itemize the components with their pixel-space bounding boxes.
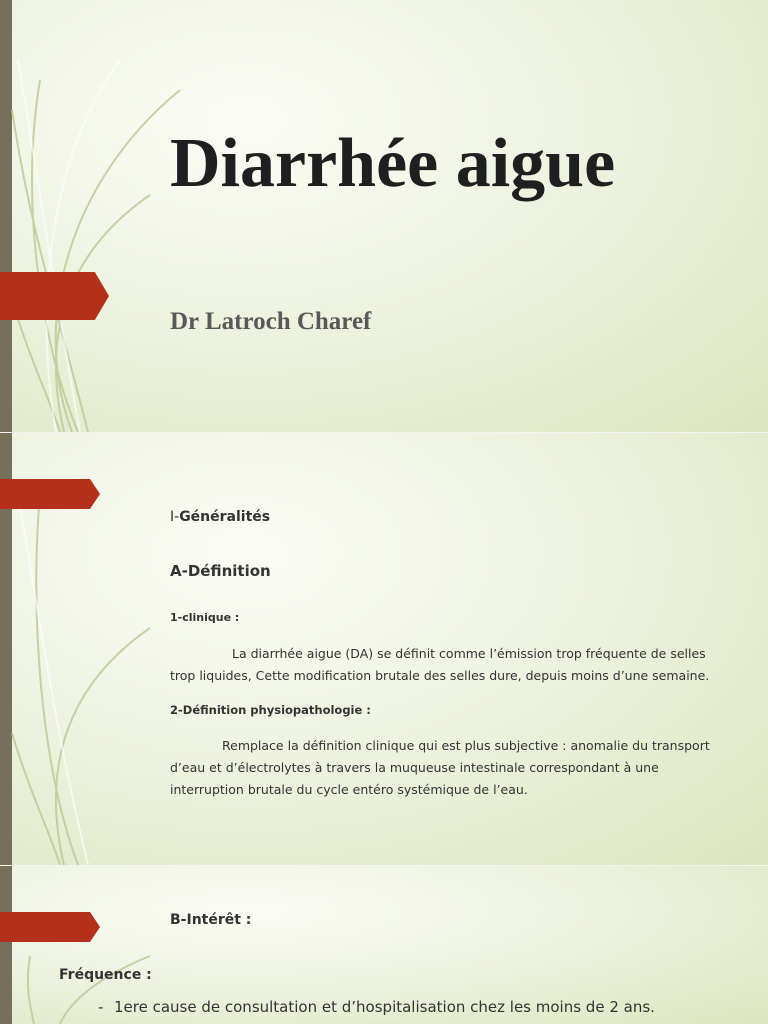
label-frequence: Fréquence :: [59, 967, 152, 983]
section-heading: [170, 509, 270, 525]
paragraph-clinique-text: La diarrhée aigue (DA) se définit comme l’émission trop fréquente de selles trop liquides, Cette modification brutale des selles dure, depuis moins d’une semaine.: [170, 646, 710, 683]
definition-slide: [0, 433, 768, 865]
list-item-text: 1ere cause de consultation et d’hospitalisation chez les moins de 2 ans.: [114, 998, 655, 1016]
list-item: [98, 998, 655, 1016]
item-heading-clinique: 1-clinique :: [170, 611, 240, 624]
subsection-heading: A-Définition: [170, 562, 271, 580]
slide-title: Diarrhée aigue: [170, 125, 616, 202]
title-slide: [0, 0, 768, 432]
paragraph-physiopathologie-text: Remplace la définition clinique qui est plus subjective : anomalie du transport d’eau et d’électrolytes à travers la muqueuse intestinale correspondant à une interruption brutale du cycle entéro systémique de l’eau.: [170, 738, 710, 797]
item-heading-physiopathologie: 2-Définition physiopathologie :: [170, 703, 371, 717]
section-title: Généralités: [179, 509, 271, 525]
bullet-marker: -: [98, 998, 104, 1016]
subsection-heading: B-Intérêt :: [170, 912, 252, 928]
red-arrow-tab: [0, 912, 100, 942]
paragraph-physiopathologie: [170, 735, 730, 801]
decorative-swirl-lines: [0, 0, 200, 432]
slide-subtitle: Dr Latroch Charef: [170, 308, 372, 335]
red-arrow-tab: [0, 479, 100, 509]
section-prefix: I-: [170, 509, 180, 525]
paragraph-clinique: [170, 643, 730, 687]
red-arrow-tab: [0, 272, 109, 320]
interest-slide: [0, 866, 768, 1024]
